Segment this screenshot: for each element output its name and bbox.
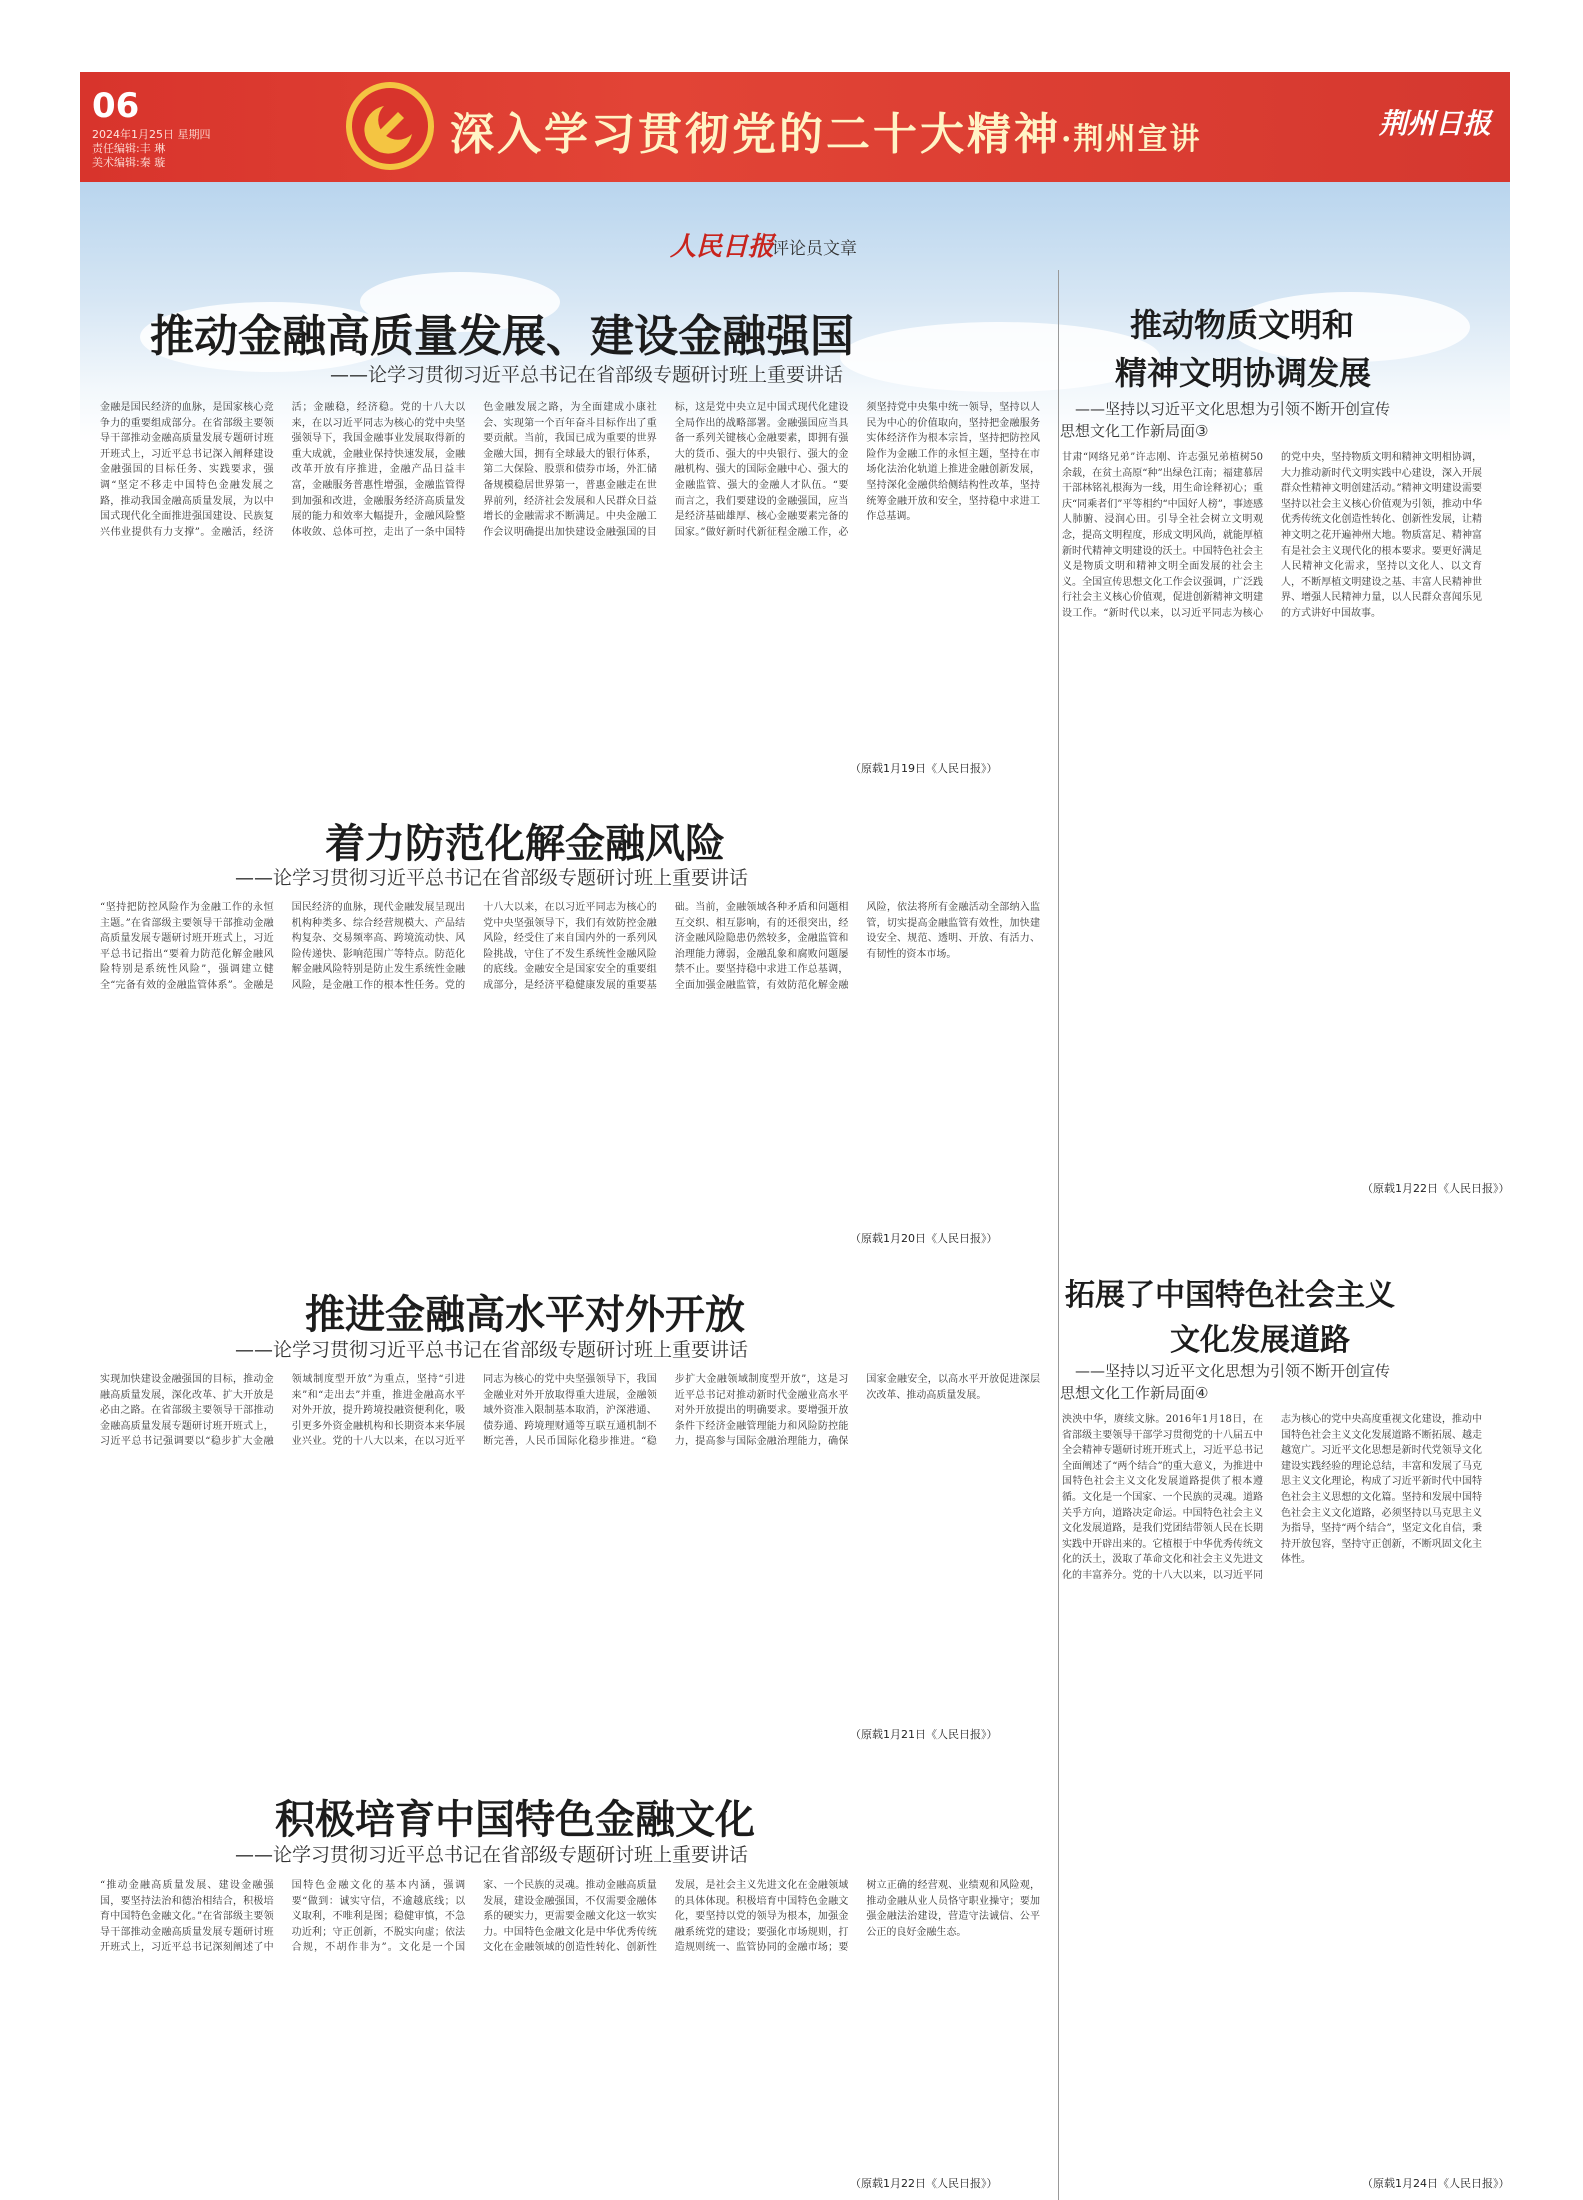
page-editor: 责任编辑:丰 琳: [92, 142, 166, 155]
article-6-subtitle-line2: 思想文化工作新局面④: [1060, 1384, 1209, 1402]
page-meta: [92, 128, 212, 170]
article-4-source: （原载1月22日《人民日报》）: [850, 2177, 998, 2190]
peoples-daily-logo: 人民日报: [670, 232, 775, 262]
masthead-subtitle: ·荆州宣讲: [1061, 122, 1202, 157]
article-2-source: （原载1月20日《人民日报》）: [850, 1232, 998, 1245]
article-5-subtitle-line2: 思想文化工作新局面③: [1060, 422, 1209, 440]
article-1-source: （原载1月19日《人民日报》）: [850, 762, 998, 775]
article-5-title-line1: 推动物质文明和: [1130, 306, 1355, 344]
article-6-title-line2: 文化发展道路: [1170, 1323, 1350, 1358]
article-5-title-line2: 精神文明协调发展: [1115, 354, 1372, 392]
column-divider: [1058, 270, 1059, 2200]
article-3-body: 实现加快建设金融强国的目标，推动金融高质量发展，深化改革、扩大开放是必由之路。在省部级主要领导干部推动金融高质量发展专题研讨班开班式上，习近平总书记强调要以“稳步扩大金融领域制度型开放”为重点，坚持“引进来”和“走出去”并重，推进金融高水平对外开放，提升跨境投融资便利化，吸引更多外资金融机构和长期资本来华展业兴业。党的十八大以来，在以习近平同志为核心的党中央坚强领导下，我国金融业对外开放取得重大进展，金融领域外资准入限制基本取消，沪深港通、债券通、跨境理财通等互联互通机制不断完善，人民币国际化稳步推进。“稳步扩大金融领域制度型开放”，这是习近平总书记对推动新时代金融业高水平对外开放提出的明确要求。要增强开放条件下经济金融管理能力和风险防控能力，提高参与国际金融治理能力，确保国家金融安全，以高水平开放促进深层次改革、推动高质量发展。: [100, 1374, 1040, 1448]
article-4-title: 积极培育中国特色金融文化: [275, 1796, 755, 1843]
article-5-source: （原载1月22日《人民日报》）: [1362, 1182, 1510, 1195]
article-5-body: 甘肃“网络兄弟”许志刚、许志强兄弟植树50余载，在贫土高原“种”出绿色江南；福建慕居干部林铭礼根海为一线，用生命诠释初心；重庆“同乘者们”平等相约“中国好人榜”，事迹感人肺腑、浸润心田。引导全社会树立文明观念，提高文明程度，形成文明风尚，就能厚植新时代精神文明建设的沃土。中国特色社会主义是物质文明和精神文明全面发展的社会主义。全国宣传思想文化工作会议强调，广泛践行社会主义核心价值观，促进创新精神文明建设工作。“新时代以来，以习近平同志为核心的党中央，坚持物质文明和精神文明相协调，大力推动新时代文明实践中心建设，深入开展群众性精神文明创建活动。”精神文明建设需要坚持以社会主义核心价值观为引领，推动中华优秀传统文化创造性转化、创新性发展，让精神文明之花开遍神州大地。物质富足、精神富有是社会主义现代化的根本要求。要更好满足人民精神文化需求，坚持以文化人、以文育人，不断厚植文明建设之基、丰富人民精神世界、增强人民精神力量，以人民群众喜闻乐见的方式讲好中国故事。: [1062, 452, 1482, 619]
newspaper-logo: 荆州日报: [1378, 107, 1491, 140]
page-number: 06: [92, 86, 140, 126]
article-5-subtitle-line1: ——坚持以习近平文化思想为引领不断开创宣传: [1075, 400, 1391, 418]
article-4-body: “推动金融高质量发展、建设金融强国，要坚持法治和德治相结合，积极培育中国特色金融文化。”在省部级主要领导干部推动金融高质量发展专题研讨班开班式上，习近平总书记深刻阐述了中国特色金融文化的基本内涵，强调要“做到：诚实守信，不逾越底线；以义取利，不唯利是图；稳健审慎，不急功近利；守正创新，不脱实向虚；依法合规，不胡作非为”。文化是一个国家、一个民族的灵魂。推动金融高质量发展，建设金融强国，不仅需要金融体系的硬实力，更需要金融文化这一软实力。中国特色金融文化是中华优秀传统文化在金融领域的创造性转化、创新性发展，是社会主义先进文化在金融领域的具体体现。积极培育中国特色金融文化，要坚持以党的领导为根本，加强金融系统党的建设；要强化市场规则，打造规则统一、监管协同的金融市场；要树立正确的经营观、业绩观和风险观，推动金融从业人员恪守职业操守；要加强金融法治建设，营造守法诚信、公平公正的良好金融生态。: [100, 1880, 1040, 1954]
party-emblem-icon: [340, 76, 440, 176]
article-1-body: 金融是国民经济的血脉，是国家核心竞争力的重要组成部分。在省部级主要领导干部推动金融高质量发展专题研讨班开班式上，习近平总书记深入阐释建设金融强国的目标任务、实践要求，强调“坚定不移走中国特色金融发展之路，推动我国金融高质量发展，为以中国式现代化全面推进强国建设、民族复兴伟业提供有力支撑”。金融活，经济活；金融稳，经济稳。党的十八大以来，在以习近平同志为核心的党中央坚强领导下，我国金融事业发展取得新的重大成就，金融业保持快速发展，金融改革开放有序推进，金融产品日益丰富，金融服务普惠性增强，金融监管得到加强和改进，金融服务经济高质量发展的能力和效率大幅提升，金融风险整体收敛、总体可控，走出了一条中国特色金融发展之路，为全面建成小康社会、实现第一个百年奋斗目标作出了重要贡献。当前，我国已成为重要的世界金融大国，拥有全球最大的银行体系，第二大保险、股票和债券市场，外汇储备规模稳居世界第一，普惠金融走在世界前列，经济社会发展和人民群众日益增长的金融需求不断满足。中央金融工作会议明确提出加快建设金融强国的目标，这是党中央立足中国式现代化建设全局作出的战略部署。金融强国应当具备一系列关键核心金融要素，即拥有强大的货币、强大的中央银行、强大的金融机构、强大的国际金融中心、强大的金融监管、强大的金融人才队伍。“要而言之，我们要建设的金融强国，应当是经济基础雄厚、核心金融要素完备的国家。”做好新时代新征程金融工作，必须坚持党中央集中统一领导，坚持以人民为中心的价值取向，坚持把金融服务实体经济作为根本宗旨，坚持把防控风险作为金融工作的永恒主题，坚持在市场化法治化轨道上推进金融创新发展，坚持深化金融供给侧结构性改革，坚持统筹金融开放和安全，坚持稳中求进工作总基调。: [100, 402, 1040, 538]
article-6-subtitle-line1: ——坚持以习近平文化思想为引领不断开创宣传: [1075, 1362, 1391, 1380]
article-3-title: 推进金融高水平对外开放: [305, 1291, 745, 1338]
column-label: 评论员文章: [772, 239, 857, 259]
article-4-subtitle: ——论学习贯彻习近平总书记在省部级专题研讨班上重要讲话: [235, 1844, 749, 1866]
article-2-subtitle: ——论学习贯彻习近平总书记在省部级专题研讨班上重要讲话: [235, 867, 749, 889]
article-6-source: （原载1月24日《人民日报》）: [1362, 2177, 1510, 2190]
article-6-title-line1: 拓展了中国特色社会主义: [1065, 1278, 1395, 1313]
article-1-title: 推动金融高质量发展、建设金融强国: [150, 311, 854, 362]
article-1-subtitle: ——论学习贯彻习近平总书记在省部级专题研讨班上重要讲话: [330, 364, 844, 386]
masthead-title-main: 深入学习贯彻党的二十大精神: [450, 109, 1061, 160]
article-6-body: 泱泱中华，赓续文脉。2016年1月18日，在省部级主要领导干部学习贯彻党的十八届五中全会精神专题研讨班开班式上，习近平总书记全面阐述了“两个结合”的重大意义，为推进中国特色社会主义文化发展道路提供了根本遵循。文化是一个国家、一个民族的灵魂。道路关乎方向，道路决定命运。中国特色社会主义文化发展道路，是我们党团结带领人民在长期实践中开辟出来的。它植根于中华优秀传统文化的沃土，汲取了革命文化和社会主义先进文化的丰富养分。党的十八大以来，以习近平同志为核心的党中央高度重视文化建设，推动中国特色社会主义文化发展道路不断拓展、越走越宽广。习近平文化思想是新时代党领导文化建设实践经验的理论总结，丰富和发展了马克思主义文化理论，构成了习近平新时代中国特色社会主义思想的文化篇。坚持和发展中国特色社会主义文化道路，必须坚持以马克思主义为指导，坚持“两个结合”，坚定文化自信，秉持开放包容，坚持守正创新，不断巩固文化主体性。: [1062, 1414, 1482, 1581]
article-2-title: 着力防范化解金融风险: [325, 820, 725, 867]
masthead-title: [450, 98, 1201, 162]
page-date: 2024年1月25日 星期四: [92, 128, 211, 141]
article-2-body: “坚持把防控风险作为金融工作的永恒主题。”在省部级主要领导干部推动金融高质量发展专题研讨班开班式上，习近平总书记指出“要着力防范化解金融风险特别是系统性风险”，强调建立健全“完备有效的金融监管体系”。金融是国民经济的血脉，现代金融发展呈现出机构种类多、综合经营规模大、产品结构复杂、交易频率高、跨境流动快、风险传递快、影响范围广等特点。防范化解金融风险特别是防止发生系统性金融风险，是金融工作的根本性任务。党的十八大以来，在以习近平同志为核心的党中央坚强领导下，我们有效防控金融风险，经受住了来自国内外的一系列风险挑战，守住了不发生系统性金融风险的底线。金融安全是国家安全的重要组成部分，是经济平稳健康发展的重要基础。当前，金融领域各种矛盾和问题相互交织、相互影响，有的还很突出，经济金融风险隐患仍然较多，金融监管和治理能力薄弱，金融乱象和腐败问题屡禁不止。要坚持稳中求进工作总基调，全面加强金融监管，有效防范化解金融风险，依法将所有金融活动全部纳入监管，切实提高金融监管有效性，加快建设安全、规范、透明、开放、有活力、有韧性的资本市场。: [100, 902, 1040, 991]
article-3-subtitle: ——论学习贯彻习近平总书记在省部级专题研讨班上重要讲话: [235, 1339, 749, 1361]
page-art-editor: 美术编辑:秦 璇: [92, 156, 166, 169]
article-3-source: （原载1月21日《人民日报》）: [850, 1728, 998, 1741]
